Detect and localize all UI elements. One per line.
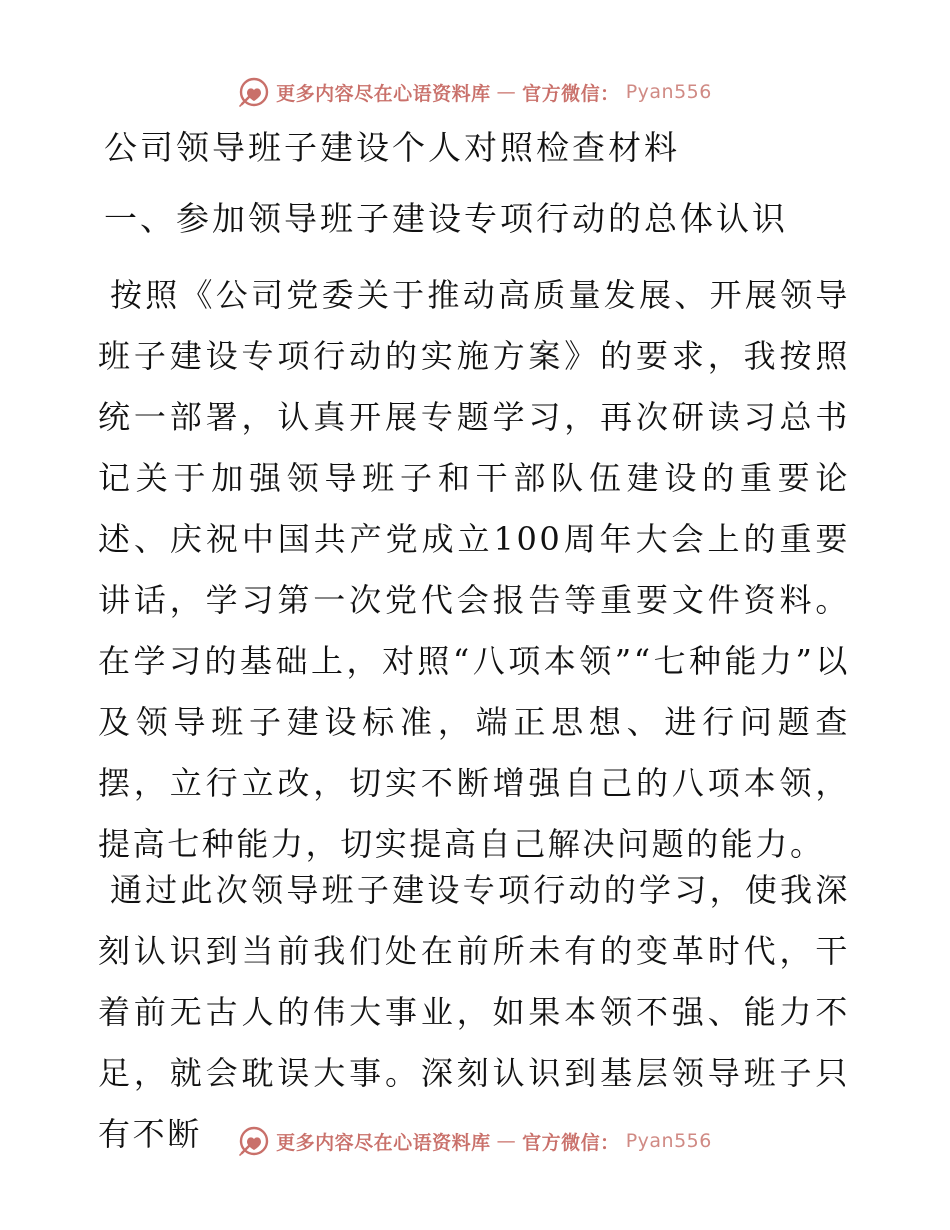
watermark-wechat-id: Pyan556 [625, 1130, 712, 1152]
section-heading: 一、参加领导班子建设专项行动的总体认识 [104, 199, 788, 238]
body-paragraph-2: 通过此次领导班子建设专项行动的学习，使我深刻认识到当前我们处在前所未有的变革时代，干着前无古人的伟大事业，如果本领不强、能力不足，就会耽误大事。深刻认识到基层领导班子只有不断 [98, 871, 850, 1153]
watermark-brand: 更多内容尽在心语资料库 [276, 1131, 491, 1154]
body-paragraph-1: 按照《公司党委关于推动高质量发展、开展领导班子建设专项行动的实施方案》的要求，我按照统一部署，认真开展专题学习，再次研读习总书记关于加强领导班子和干部队伍建设的重要论述、庆祝中国共产党成立100周年大会上的重要讲话，学习第一次党代会报告等重要文件资料。在学习的基础上，对照“八项本领”“七种能力”以及领导班子建设标准，端正思想、进行问题查摆，立行立改，切实不断增强自己的八项本领，提高七种能力，切实提高自己解决问题的能力。 [98, 276, 850, 863]
watermark-label: 官方微信： [522, 82, 620, 105]
heart-pen-logo-icon [238, 76, 270, 108]
watermark-label: 官方微信： [522, 1131, 620, 1154]
watermark-separator: — [496, 1130, 517, 1152]
watermark-brand: 更多内容尽在心语资料库 [276, 82, 491, 105]
heart-pen-logo-icon [238, 1125, 270, 1157]
watermark-wechat-id: Pyan556 [625, 81, 712, 103]
header-watermark [0, 72, 950, 112]
footer-watermark [0, 1121, 950, 1161]
document-title: 公司领导班子建设个人对照检查材料 [104, 128, 680, 167]
watermark-separator: — [496, 81, 517, 103]
